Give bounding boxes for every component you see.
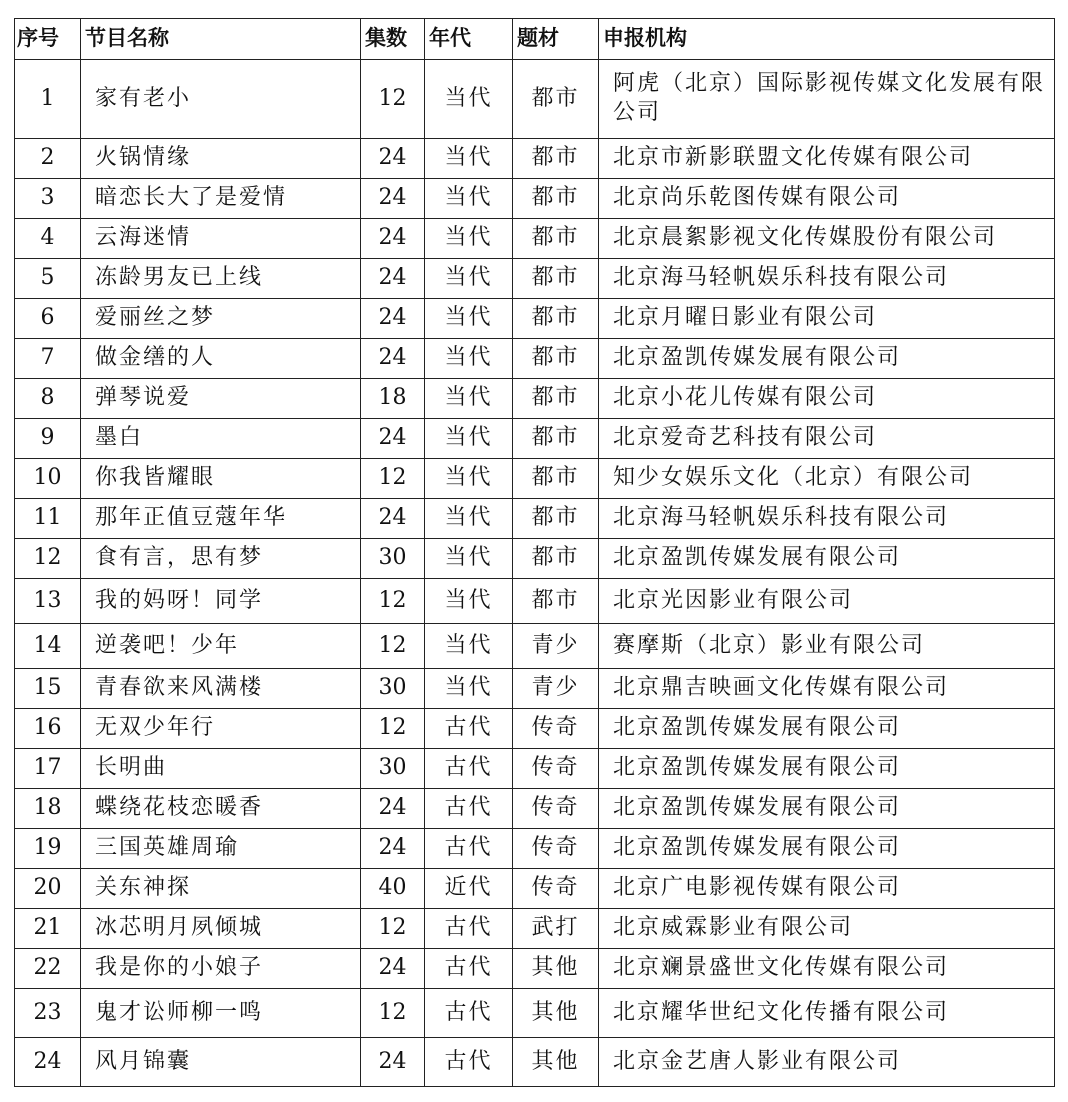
header-era: 年代 bbox=[425, 19, 513, 60]
row-org: 北京海马轻帆娱乐科技有限公司 bbox=[599, 499, 1055, 539]
row-title: 弹琴说爱 bbox=[81, 379, 361, 419]
row-title: 关东神探 bbox=[81, 869, 361, 909]
row-title: 三国英雄周瑜 bbox=[81, 829, 361, 869]
row-genre: 传奇 bbox=[513, 829, 599, 869]
row-title: 暗恋长大了是爱情 bbox=[81, 179, 361, 219]
table-row bbox=[15, 709, 1055, 749]
row-era: 古代 bbox=[425, 709, 513, 749]
row-genre: 都市 bbox=[513, 379, 599, 419]
row-episodes: 12 bbox=[361, 624, 425, 669]
row-no: 6 bbox=[15, 299, 81, 339]
row-title: 我是你的小娘子 bbox=[81, 949, 361, 989]
row-no: 2 bbox=[15, 139, 81, 179]
row-org: 北京斓景盛世文化传媒有限公司 bbox=[599, 949, 1055, 989]
row-episodes: 24 bbox=[361, 1038, 425, 1087]
table-row bbox=[15, 749, 1055, 789]
row-genre: 传奇 bbox=[513, 749, 599, 789]
row-genre: 都市 bbox=[513, 259, 599, 299]
row-genre: 传奇 bbox=[513, 709, 599, 749]
row-genre: 青少 bbox=[513, 669, 599, 709]
row-org: 知少女娱乐文化（北京）有限公司 bbox=[599, 459, 1055, 499]
table-row bbox=[15, 339, 1055, 379]
table-row bbox=[15, 789, 1055, 829]
row-episodes: 12 bbox=[361, 579, 425, 624]
row-episodes: 30 bbox=[361, 749, 425, 789]
row-era: 古代 bbox=[425, 1038, 513, 1087]
row-no: 14 bbox=[15, 624, 81, 669]
program-table bbox=[14, 18, 1055, 1087]
row-episodes: 12 bbox=[361, 989, 425, 1038]
row-title: 做金缮的人 bbox=[81, 339, 361, 379]
row-episodes: 30 bbox=[361, 539, 425, 579]
table-row bbox=[15, 949, 1055, 989]
row-org: 赛摩斯（北京）影业有限公司 bbox=[599, 624, 1055, 669]
table-row bbox=[15, 869, 1055, 909]
row-genre: 都市 bbox=[513, 60, 599, 139]
header-title: 节目名称 bbox=[81, 19, 361, 60]
row-title: 家有老小 bbox=[81, 60, 361, 139]
row-era: 古代 bbox=[425, 789, 513, 829]
row-era: 当代 bbox=[425, 669, 513, 709]
table-row bbox=[15, 499, 1055, 539]
document-page bbox=[14, 18, 1055, 1087]
row-org: 北京爱奇艺科技有限公司 bbox=[599, 419, 1055, 459]
row-era: 当代 bbox=[425, 459, 513, 499]
row-era: 当代 bbox=[425, 60, 513, 139]
row-no: 18 bbox=[15, 789, 81, 829]
row-no: 11 bbox=[15, 499, 81, 539]
table-row bbox=[15, 299, 1055, 339]
row-era: 当代 bbox=[425, 179, 513, 219]
row-org: 北京金艺唐人影业有限公司 bbox=[599, 1038, 1055, 1087]
row-title: 你我皆耀眼 bbox=[81, 459, 361, 499]
row-genre: 都市 bbox=[513, 499, 599, 539]
row-era: 古代 bbox=[425, 749, 513, 789]
row-genre: 其他 bbox=[513, 1038, 599, 1087]
row-org: 北京盈凯传媒发展有限公司 bbox=[599, 789, 1055, 829]
table-header-row bbox=[15, 19, 1055, 60]
row-title: 蝶绕花枝恋暖香 bbox=[81, 789, 361, 829]
table-row bbox=[15, 624, 1055, 669]
header-episodes: 集数 bbox=[361, 19, 425, 60]
row-era: 当代 bbox=[425, 624, 513, 669]
table-row bbox=[15, 219, 1055, 259]
row-era: 当代 bbox=[425, 419, 513, 459]
row-title: 长明曲 bbox=[81, 749, 361, 789]
row-era: 古代 bbox=[425, 909, 513, 949]
row-org: 北京月曜日影业有限公司 bbox=[599, 299, 1055, 339]
row-title: 火锅情缘 bbox=[81, 139, 361, 179]
row-no: 1 bbox=[15, 60, 81, 139]
table-row bbox=[15, 379, 1055, 419]
row-org: 北京盈凯传媒发展有限公司 bbox=[599, 829, 1055, 869]
row-title: 青春欲来风满楼 bbox=[81, 669, 361, 709]
row-no: 15 bbox=[15, 669, 81, 709]
row-no: 16 bbox=[15, 709, 81, 749]
row-episodes: 24 bbox=[361, 419, 425, 459]
row-genre: 青少 bbox=[513, 624, 599, 669]
row-no: 22 bbox=[15, 949, 81, 989]
row-genre: 传奇 bbox=[513, 869, 599, 909]
row-no: 10 bbox=[15, 459, 81, 499]
row-episodes: 24 bbox=[361, 339, 425, 379]
row-title: 鬼才讼师柳一鸣 bbox=[81, 989, 361, 1038]
row-genre: 都市 bbox=[513, 139, 599, 179]
row-episodes: 24 bbox=[361, 949, 425, 989]
row-episodes: 24 bbox=[361, 789, 425, 829]
row-no: 3 bbox=[15, 179, 81, 219]
row-era: 当代 bbox=[425, 579, 513, 624]
row-title: 我的妈呀！同学 bbox=[81, 579, 361, 624]
row-org: 北京晨絮影视文化传媒股份有限公司 bbox=[599, 219, 1055, 259]
row-episodes: 24 bbox=[361, 829, 425, 869]
row-title: 墨白 bbox=[81, 419, 361, 459]
row-era: 当代 bbox=[425, 139, 513, 179]
row-no: 7 bbox=[15, 339, 81, 379]
row-title: 逆袭吧！少年 bbox=[81, 624, 361, 669]
row-no: 5 bbox=[15, 259, 81, 299]
row-org: 北京光因影业有限公司 bbox=[599, 579, 1055, 624]
row-no: 9 bbox=[15, 419, 81, 459]
row-genre: 都市 bbox=[513, 539, 599, 579]
row-no: 17 bbox=[15, 749, 81, 789]
row-title: 食有言，思有梦 bbox=[81, 539, 361, 579]
row-episodes: 24 bbox=[361, 139, 425, 179]
table-row bbox=[15, 459, 1055, 499]
row-episodes: 24 bbox=[361, 499, 425, 539]
row-org: 北京海马轻帆娱乐科技有限公司 bbox=[599, 259, 1055, 299]
table-row bbox=[15, 419, 1055, 459]
row-episodes: 12 bbox=[361, 459, 425, 499]
row-episodes: 12 bbox=[361, 909, 425, 949]
row-genre: 都市 bbox=[513, 179, 599, 219]
row-episodes: 40 bbox=[361, 869, 425, 909]
row-era: 当代 bbox=[425, 379, 513, 419]
row-org: 阿虎（北京）国际影视传媒文化发展有限公司 bbox=[599, 60, 1055, 139]
row-episodes: 24 bbox=[361, 179, 425, 219]
table-row bbox=[15, 989, 1055, 1038]
row-episodes: 12 bbox=[361, 60, 425, 139]
table-row bbox=[15, 179, 1055, 219]
table-row bbox=[15, 259, 1055, 299]
row-no: 12 bbox=[15, 539, 81, 579]
row-title: 冰芯明月夙倾城 bbox=[81, 909, 361, 949]
table-row bbox=[15, 909, 1055, 949]
table-row bbox=[15, 1038, 1055, 1087]
header-genre: 题材 bbox=[513, 19, 599, 60]
row-title: 爱丽丝之梦 bbox=[81, 299, 361, 339]
row-no: 8 bbox=[15, 379, 81, 419]
row-genre: 传奇 bbox=[513, 789, 599, 829]
row-era: 当代 bbox=[425, 299, 513, 339]
row-title: 无双少年行 bbox=[81, 709, 361, 749]
row-episodes: 18 bbox=[361, 379, 425, 419]
header-org: 申报机构 bbox=[599, 19, 1055, 60]
row-era: 近代 bbox=[425, 869, 513, 909]
table-row bbox=[15, 539, 1055, 579]
table-row bbox=[15, 669, 1055, 709]
table-row bbox=[15, 60, 1055, 139]
row-genre: 都市 bbox=[513, 299, 599, 339]
row-title: 风月锦囊 bbox=[81, 1038, 361, 1087]
row-episodes: 24 bbox=[361, 259, 425, 299]
row-no: 4 bbox=[15, 219, 81, 259]
row-no: 20 bbox=[15, 869, 81, 909]
row-episodes: 24 bbox=[361, 219, 425, 259]
row-genre: 都市 bbox=[513, 419, 599, 459]
table-row bbox=[15, 829, 1055, 869]
row-org: 北京盈凯传媒发展有限公司 bbox=[599, 539, 1055, 579]
table-row bbox=[15, 579, 1055, 624]
row-title: 云海迷情 bbox=[81, 219, 361, 259]
row-org: 北京威霖影业有限公司 bbox=[599, 909, 1055, 949]
row-episodes: 30 bbox=[361, 669, 425, 709]
row-era: 古代 bbox=[425, 829, 513, 869]
row-genre: 都市 bbox=[513, 459, 599, 499]
row-genre: 都市 bbox=[513, 339, 599, 379]
row-episodes: 12 bbox=[361, 709, 425, 749]
row-genre: 其他 bbox=[513, 949, 599, 989]
row-genre: 武打 bbox=[513, 909, 599, 949]
row-org: 北京盈凯传媒发展有限公司 bbox=[599, 749, 1055, 789]
table-row bbox=[15, 139, 1055, 179]
row-era: 古代 bbox=[425, 989, 513, 1038]
row-org: 北京尚乐乾图传媒有限公司 bbox=[599, 179, 1055, 219]
row-no: 13 bbox=[15, 579, 81, 624]
row-era: 当代 bbox=[425, 259, 513, 299]
row-no: 24 bbox=[15, 1038, 81, 1087]
row-era: 当代 bbox=[425, 499, 513, 539]
row-era: 当代 bbox=[425, 539, 513, 579]
row-genre: 都市 bbox=[513, 219, 599, 259]
row-genre: 其他 bbox=[513, 989, 599, 1038]
row-era: 当代 bbox=[425, 219, 513, 259]
row-org: 北京盈凯传媒发展有限公司 bbox=[599, 709, 1055, 749]
row-org: 北京市新影联盟文化传媒有限公司 bbox=[599, 139, 1055, 179]
row-title: 冻龄男友已上线 bbox=[81, 259, 361, 299]
row-era: 当代 bbox=[425, 339, 513, 379]
row-org: 北京广电影视传媒有限公司 bbox=[599, 869, 1055, 909]
row-no: 19 bbox=[15, 829, 81, 869]
row-org: 北京鼎吉映画文化传媒有限公司 bbox=[599, 669, 1055, 709]
row-title: 那年正值豆蔻年华 bbox=[81, 499, 361, 539]
row-org: 北京小花儿传媒有限公司 bbox=[599, 379, 1055, 419]
row-org: 北京盈凯传媒发展有限公司 bbox=[599, 339, 1055, 379]
row-episodes: 24 bbox=[361, 299, 425, 339]
row-era: 古代 bbox=[425, 949, 513, 989]
row-no: 23 bbox=[15, 989, 81, 1038]
header-no: 序号 bbox=[15, 19, 81, 60]
row-genre: 都市 bbox=[513, 579, 599, 624]
row-org: 北京耀华世纪文化传播有限公司 bbox=[599, 989, 1055, 1038]
row-no: 21 bbox=[15, 909, 81, 949]
